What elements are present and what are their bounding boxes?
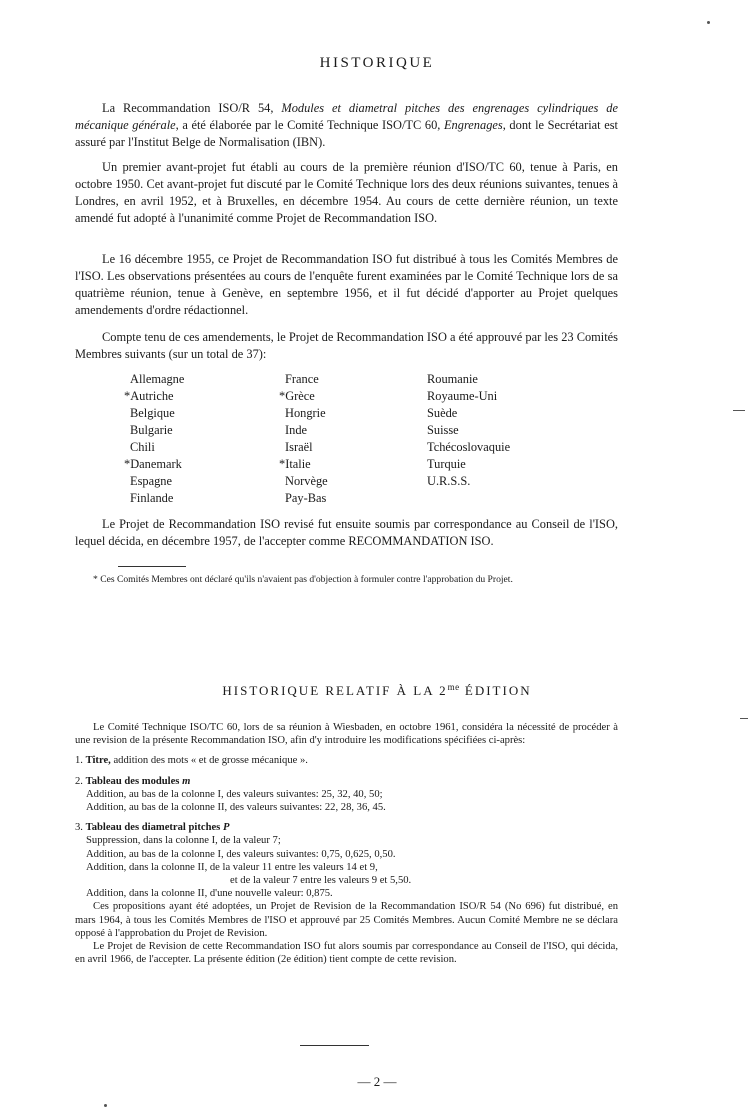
scan-speck <box>707 21 710 24</box>
item-line: Addition, dans la colonne II, d'une nouvelle valeur: 0,875. <box>86 888 333 900</box>
paragraph-text: Un premier avant-projet fut établi au cours de la première réunion d'ISO/TC 60, tenue à Paris, en octobre 1950. Cet avant-projet fut discuté par le Comité Technique lors des deux réunions suivantes, tenues à Londres, en avril 1952, et à Bruxelles, en décembre 1954. Au cours de cette dernière réunion, un texte amendé fut adopté à l'unanimité comme Projet de Recommandation ISO. <box>75 160 618 225</box>
footnote-divider <box>118 566 186 567</box>
scan-speck <box>740 718 748 719</box>
country-item: *Danemark <box>124 457 182 471</box>
country-item: *Autriche <box>124 389 174 403</box>
country-item: Belgique <box>130 406 175 420</box>
section-title-text: HISTORIQUE RELATIF À LA 2 <box>222 683 448 698</box>
item-line: et de la valeur 7 entre les valeurs 9 et 5,50. <box>230 875 412 887</box>
paragraph-text: , dont le Secrétariat est assuré par l'Institut Belge de Normalisation (IBN). <box>75 118 618 149</box>
revision-paragraph-b: Le Projet de Revision de cette Recommandation ISO fut alors soumis par correspondance au Conseil de l'ISO, qui décida, en avril 1966, de l'accepter. La présente édition (2e édition) tient compte de cette revision. <box>75 941 618 966</box>
country-item: Pay-Bas <box>285 491 327 505</box>
section-title <box>0 682 754 699</box>
country-column-3 <box>427 371 510 490</box>
country-item: Chili <box>130 440 155 454</box>
revision-intro: Le Comité Technique ISO/TC 60, lors de sa réunion à Wiesbaden, en octobre 1961, considéra la nécessité de procéder à une revision de la présente Recommandation ISO, afin d'y introduire les modifications spécifiées ci-après: <box>75 722 618 747</box>
country-item: Finlande <box>130 491 174 505</box>
country-item: Roumanie <box>427 372 478 386</box>
revision-section <box>75 721 618 966</box>
item-symbol: m <box>182 775 191 787</box>
paragraph-5 <box>75 516 618 550</box>
country-item: *Grèce <box>279 389 315 403</box>
country-item: Espagne <box>130 474 172 488</box>
paragraph-4 <box>75 329 618 363</box>
footnote-text: * Ces Comités Membres ont déclaré qu'ils n'avaient pas d'objection à formuler contre l'approbation du Projet. <box>93 574 513 585</box>
paragraph-text: Le Projet de Recommandation ISO revisé fut ensuite soumis par correspondance au Conseil de l'ISO, lequel décida, en décembre 1957, de l'accepter comme RECOMMANDATION ISO. <box>75 517 618 548</box>
revision-item-2 <box>75 775 618 788</box>
item-text: addition des mots « et de grosse mécanique ». <box>110 755 308 767</box>
country-item: Turquie <box>427 457 466 471</box>
country-item: Suisse <box>427 423 459 437</box>
paragraph-2 <box>75 159 618 227</box>
paragraph-text: La Recommandation ISO/R 54, <box>102 101 282 115</box>
country-item: Hongrie <box>285 406 326 420</box>
item-line: Addition, au bas de la colonne I, des valeurs suivantes: 25, 32, 40, 50; <box>86 788 383 800</box>
item-line: Addition, au bas de la colonne II, des valeurs suivantes: 22, 28, 36, 45. <box>86 802 386 814</box>
scan-speck <box>104 1104 107 1107</box>
item-heading: Tableau des modules <box>85 775 183 787</box>
section-title-text-end: ÉDITION <box>459 683 532 698</box>
item-number: 2. <box>75 775 83 787</box>
item-line: Suppression, dans la colonne I, de la valeur 7; <box>86 835 281 847</box>
country-item: Inde <box>285 423 308 437</box>
footnote <box>75 573 618 586</box>
country-item: Israël <box>285 440 313 454</box>
paragraph-text: Compte tenu de ces amendements, le Projet de Recommandation ISO a été approuvé par les 23 Comités Membres suivants (sur un total de 37): <box>75 330 618 361</box>
country-list <box>124 371 550 511</box>
paragraph-text: Le 16 décembre 1955, ce Projet de Recommandation ISO fut distribué à tous les Comités Membres de l'ISO. Les observations présentées au cours de l'enquête furent examinées par le Comité Technique lors de sa quatrième réunion, tenue à Genève, en septembre 1956, et il fut décidé d'apporter au Projet quelques amendements d'ordre rédactionnel. <box>75 252 618 317</box>
section-title-superscript: me <box>447 682 460 692</box>
paragraph-1 <box>75 100 618 151</box>
page-number: — 2 — <box>357 1074 397 1089</box>
country-item: Royaume-Uni <box>427 389 498 403</box>
revision-item-1 <box>75 754 618 767</box>
country-item: Bulgarie <box>130 423 173 437</box>
country-column-1 <box>124 371 185 507</box>
item-line: Addition, dans la colonne II, de la valeur 11 entre les valeurs 14 et 9, <box>86 861 378 873</box>
item-number: 3. <box>75 822 83 834</box>
committee-name: Engrenages <box>443 118 503 132</box>
country-item: Tchécoslovaquie <box>427 440 511 454</box>
country-item: Allemagne <box>130 372 185 386</box>
revision-paragraph-a: Ces propositions ayant été adoptées, un Projet de Revision de la Recommandation ISO/R 54 (No 696) fut distribué, en mars 1964, à tous les Comités Membres de l'ISO et approuvé par 25 Comités Membres. Aucun Comité Membre ne se déclara opposé à l'approbation du Projet de Revision. <box>75 901 618 939</box>
recommendation-title: Modules et diametral pitches des engrenages cylindriques de mécanique générale <box>75 101 618 132</box>
country-item: Norvège <box>285 474 328 488</box>
end-divider <box>300 1045 369 1046</box>
country-item: Suède <box>427 406 458 420</box>
item-symbol: P <box>222 822 230 834</box>
paragraph-text: , a été élaborée par le Comité Technique ISO/TC 60, <box>175 118 444 132</box>
item-heading: Tableau des diametral pitches <box>85 822 223 834</box>
country-item: France <box>285 372 319 386</box>
revision-item-3 <box>75 821 618 834</box>
page-title: HISTORIQUE <box>319 55 435 71</box>
paragraph-3 <box>75 251 618 319</box>
country-item: *Italie <box>279 457 311 471</box>
scan-speck <box>733 410 745 411</box>
country-column-2 <box>279 371 328 507</box>
country-item: U.R.S.S. <box>427 474 471 488</box>
item-heading: Titre, <box>85 755 111 767</box>
item-line: Addition, au bas de la colonne I, des valeurs suivantes: 0,75, 0,625, 0,50. <box>86 848 396 860</box>
item-number: 1. <box>75 755 83 767</box>
